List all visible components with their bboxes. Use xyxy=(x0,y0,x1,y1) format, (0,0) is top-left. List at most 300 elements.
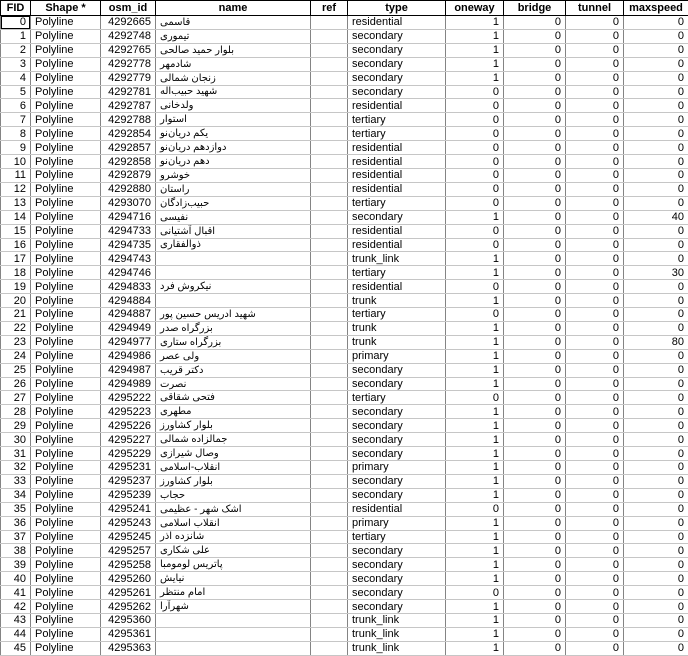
table-row[interactable] xyxy=(1,210,688,224)
cell-tunnel[interactable]: 0 xyxy=(566,516,624,530)
cell-type[interactable]: tertiary xyxy=(348,127,446,141)
cell-shape[interactable]: Polyline xyxy=(31,57,101,71)
cell-bridge[interactable]: 0 xyxy=(504,405,566,419)
table-row[interactable] xyxy=(1,266,688,280)
cell-bridge[interactable]: 0 xyxy=(504,363,566,377)
cell-fid[interactable]: 18 xyxy=(1,266,31,280)
cell-osm_id[interactable]: 4295229 xyxy=(101,447,156,461)
cell-ref[interactable] xyxy=(311,113,348,127)
cell-osm_id[interactable]: 4295258 xyxy=(101,558,156,572)
cell-oneway[interactable]: 1 xyxy=(446,544,504,558)
cell-type[interactable]: residential xyxy=(348,502,446,516)
cell-fid[interactable]: 6 xyxy=(1,99,31,113)
cell-bridge[interactable]: 0 xyxy=(504,502,566,516)
cell-type[interactable]: residential xyxy=(348,280,446,294)
table-row[interactable] xyxy=(1,474,688,488)
cell-tunnel[interactable]: 0 xyxy=(566,252,624,266)
cell-osm_id[interactable]: 4292858 xyxy=(101,155,156,169)
table-row[interactable] xyxy=(1,141,688,155)
cell-bridge[interactable]: 0 xyxy=(504,280,566,294)
cell-osm_id[interactable]: 4294735 xyxy=(101,238,156,252)
cell-oneway[interactable]: 0 xyxy=(446,155,504,169)
cell-type[interactable]: residential xyxy=(348,224,446,238)
cell-name[interactable]: یکم دریان‌نو xyxy=(156,127,311,141)
cell-tunnel[interactable]: 0 xyxy=(566,280,624,294)
cell-tunnel[interactable]: 0 xyxy=(566,113,624,127)
table-row[interactable] xyxy=(1,391,688,405)
cell-tunnel[interactable]: 0 xyxy=(566,321,624,335)
cell-oneway[interactable]: 1 xyxy=(446,377,504,391)
cell-osm_id[interactable]: 4295223 xyxy=(101,405,156,419)
cell-shape[interactable]: Polyline xyxy=(31,433,101,447)
cell-bridge[interactable]: 0 xyxy=(504,627,566,641)
cell-osm_id[interactable]: 4294986 xyxy=(101,349,156,363)
cell-shape[interactable]: Polyline xyxy=(31,210,101,224)
cell-tunnel[interactable]: 0 xyxy=(566,182,624,196)
table-row[interactable] xyxy=(1,294,688,308)
cell-ref[interactable] xyxy=(311,335,348,349)
cell-fid[interactable]: 7 xyxy=(1,113,31,127)
cell-maxspeed[interactable]: 0 xyxy=(624,474,688,488)
table-row[interactable] xyxy=(1,600,688,614)
cell-tunnel[interactable]: 0 xyxy=(566,641,624,655)
cell-name[interactable]: پاتریس لومومبا xyxy=(156,558,311,572)
cell-type[interactable]: secondary xyxy=(348,363,446,377)
cell-ref[interactable] xyxy=(311,447,348,461)
cell-maxspeed[interactable]: 0 xyxy=(624,391,688,405)
cell-osm_id[interactable]: 4294743 xyxy=(101,252,156,266)
cell-oneway[interactable]: 0 xyxy=(446,168,504,182)
cell-tunnel[interactable]: 0 xyxy=(566,447,624,461)
cell-maxspeed[interactable]: 0 xyxy=(624,182,688,196)
cell-maxspeed[interactable]: 0 xyxy=(624,558,688,572)
cell-oneway[interactable]: 1 xyxy=(446,447,504,461)
cell-name[interactable] xyxy=(156,252,311,266)
cell-ref[interactable] xyxy=(311,377,348,391)
cell-name[interactable] xyxy=(156,294,311,308)
cell-ref[interactable] xyxy=(311,544,348,558)
cell-ref[interactable] xyxy=(311,238,348,252)
cell-maxspeed[interactable]: 0 xyxy=(624,349,688,363)
cell-oneway[interactable]: 0 xyxy=(446,391,504,405)
cell-osm_id[interactable]: 4292879 xyxy=(101,168,156,182)
cell-name[interactable]: ولدخانی xyxy=(156,99,311,113)
cell-name[interactable]: علی شکاری xyxy=(156,544,311,558)
cell-ref[interactable] xyxy=(311,558,348,572)
cell-ref[interactable] xyxy=(311,502,348,516)
cell-osm_id[interactable]: 4294989 xyxy=(101,377,156,391)
table-row[interactable] xyxy=(1,155,688,169)
cell-bridge[interactable]: 0 xyxy=(504,182,566,196)
cell-type[interactable]: residential xyxy=(348,168,446,182)
cell-ref[interactable] xyxy=(311,141,348,155)
cell-oneway[interactable]: 1 xyxy=(446,252,504,266)
cell-type[interactable]: primary xyxy=(348,516,446,530)
cell-ref[interactable] xyxy=(311,613,348,627)
cell-type[interactable]: tertiary xyxy=(348,113,446,127)
cell-osm_id[interactable]: 4294949 xyxy=(101,321,156,335)
cell-tunnel[interactable]: 0 xyxy=(566,544,624,558)
cell-name[interactable] xyxy=(156,266,311,280)
cell-name[interactable]: زنجان شمالی xyxy=(156,71,311,85)
cell-tunnel[interactable]: 0 xyxy=(566,99,624,113)
cell-maxspeed[interactable]: 0 xyxy=(624,71,688,85)
cell-bridge[interactable]: 0 xyxy=(504,196,566,210)
cell-oneway[interactable]: 1 xyxy=(446,572,504,586)
cell-bridge[interactable]: 0 xyxy=(504,530,566,544)
cell-name[interactable]: نصرت xyxy=(156,377,311,391)
cell-name[interactable]: ذوالفقاری xyxy=(156,238,311,252)
cell-oneway[interactable]: 1 xyxy=(446,71,504,85)
cell-fid[interactable]: 4 xyxy=(1,71,31,85)
cell-type[interactable]: trunk_link xyxy=(348,627,446,641)
cell-osm_id[interactable]: 4295239 xyxy=(101,488,156,502)
cell-shape[interactable]: Polyline xyxy=(31,419,101,433)
table-row[interactable] xyxy=(1,349,688,363)
cell-bridge[interactable]: 0 xyxy=(504,474,566,488)
cell-fid[interactable]: 24 xyxy=(1,349,31,363)
cell-tunnel[interactable]: 0 xyxy=(566,85,624,99)
cell-shape[interactable]: Polyline xyxy=(31,99,101,113)
column-header-maxspeed[interactable]: maxspeed xyxy=(624,1,688,16)
cell-type[interactable]: secondary xyxy=(348,558,446,572)
table-row[interactable] xyxy=(1,43,688,57)
cell-bridge[interactable]: 0 xyxy=(504,544,566,558)
cell-shape[interactable]: Polyline xyxy=(31,16,101,30)
cell-tunnel[interactable]: 0 xyxy=(566,127,624,141)
cell-fid[interactable]: 25 xyxy=(1,363,31,377)
cell-shape[interactable]: Polyline xyxy=(31,391,101,405)
cell-tunnel[interactable]: 0 xyxy=(566,71,624,85)
cell-name[interactable]: نیکروش فرد xyxy=(156,280,311,294)
cell-name[interactable]: شهرآرا xyxy=(156,600,311,614)
cell-shape[interactable]: Polyline xyxy=(31,294,101,308)
cell-maxspeed[interactable]: 0 xyxy=(624,627,688,641)
cell-osm_id[interactable]: 4292778 xyxy=(101,57,156,71)
cell-oneway[interactable]: 0 xyxy=(446,224,504,238)
cell-name[interactable]: اقبال آشتیانی xyxy=(156,224,311,238)
cell-shape[interactable]: Polyline xyxy=(31,488,101,502)
cell-osm_id[interactable]: 4293070 xyxy=(101,196,156,210)
table-row[interactable] xyxy=(1,238,688,252)
cell-name[interactable]: بلوار کشاورز xyxy=(156,474,311,488)
cell-ref[interactable] xyxy=(311,252,348,266)
cell-bridge[interactable]: 0 xyxy=(504,99,566,113)
cell-name[interactable]: شانزده آذر xyxy=(156,530,311,544)
cell-bridge[interactable]: 0 xyxy=(504,419,566,433)
table-row[interactable] xyxy=(1,572,688,586)
cell-tunnel[interactable]: 0 xyxy=(566,627,624,641)
cell-maxspeed[interactable]: 0 xyxy=(624,600,688,614)
cell-fid[interactable]: 34 xyxy=(1,488,31,502)
cell-tunnel[interactable]: 0 xyxy=(566,238,624,252)
cell-type[interactable]: trunk_link xyxy=(348,252,446,266)
cell-type[interactable]: secondary xyxy=(348,586,446,600)
cell-maxspeed[interactable]: 0 xyxy=(624,502,688,516)
cell-tunnel[interactable]: 0 xyxy=(566,586,624,600)
cell-oneway[interactable]: 0 xyxy=(446,280,504,294)
cell-shape[interactable]: Polyline xyxy=(31,321,101,335)
table-row[interactable] xyxy=(1,419,688,433)
cell-oneway[interactable]: 1 xyxy=(446,349,504,363)
cell-maxspeed[interactable]: 0 xyxy=(624,363,688,377)
cell-type[interactable]: secondary xyxy=(348,544,446,558)
cell-maxspeed[interactable]: 0 xyxy=(624,196,688,210)
cell-fid[interactable]: 27 xyxy=(1,391,31,405)
current-record-indicator[interactable]: 0 xyxy=(1,16,31,30)
cell-oneway[interactable]: 1 xyxy=(446,530,504,544)
cell-osm_id[interactable]: 4292779 xyxy=(101,71,156,85)
cell-bridge[interactable]: 0 xyxy=(504,155,566,169)
cell-bridge[interactable]: 0 xyxy=(504,85,566,99)
cell-shape[interactable]: Polyline xyxy=(31,308,101,322)
cell-osm_id[interactable]: 4295363 xyxy=(101,641,156,655)
cell-oneway[interactable]: 1 xyxy=(446,627,504,641)
cell-type[interactable]: tertiary xyxy=(348,308,446,322)
table-row[interactable] xyxy=(1,196,688,210)
cell-ref[interactable] xyxy=(311,461,348,475)
cell-osm_id[interactable]: 4295231 xyxy=(101,461,156,475)
cell-bridge[interactable]: 0 xyxy=(504,294,566,308)
cell-fid[interactable]: 36 xyxy=(1,516,31,530)
cell-osm_id[interactable]: 4292854 xyxy=(101,127,156,141)
table-row[interactable] xyxy=(1,447,688,461)
cell-tunnel[interactable]: 0 xyxy=(566,294,624,308)
table-row[interactable] xyxy=(1,558,688,572)
cell-tunnel[interactable]: 0 xyxy=(566,210,624,224)
cell-bridge[interactable]: 0 xyxy=(504,335,566,349)
cell-name[interactable]: قاسمی xyxy=(156,16,311,30)
table-row[interactable] xyxy=(1,461,688,475)
cell-type[interactable]: secondary xyxy=(348,85,446,99)
cell-maxspeed[interactable]: 0 xyxy=(624,641,688,655)
cell-fid[interactable]: 45 xyxy=(1,641,31,655)
cell-shape[interactable]: Polyline xyxy=(31,85,101,99)
cell-ref[interactable] xyxy=(311,600,348,614)
cell-bridge[interactable]: 0 xyxy=(504,266,566,280)
cell-name[interactable]: حجاب xyxy=(156,488,311,502)
cell-oneway[interactable]: 1 xyxy=(446,558,504,572)
cell-type[interactable]: secondary xyxy=(348,447,446,461)
cell-ref[interactable] xyxy=(311,321,348,335)
cell-ref[interactable] xyxy=(311,127,348,141)
cell-shape[interactable]: Polyline xyxy=(31,127,101,141)
cell-bridge[interactable]: 0 xyxy=(504,600,566,614)
cell-type[interactable]: trunk xyxy=(348,335,446,349)
cell-fid[interactable]: 38 xyxy=(1,544,31,558)
cell-type[interactable]: trunk_link xyxy=(348,613,446,627)
cell-shape[interactable]: Polyline xyxy=(31,405,101,419)
cell-type[interactable]: tertiary xyxy=(348,530,446,544)
cell-type[interactable]: residential xyxy=(348,182,446,196)
cell-osm_id[interactable]: 4295262 xyxy=(101,600,156,614)
column-header-shape[interactable]: Shape * xyxy=(31,1,101,16)
cell-osm_id[interactable]: 4292857 xyxy=(101,141,156,155)
cell-name[interactable]: خوشرو xyxy=(156,168,311,182)
cell-maxspeed[interactable]: 0 xyxy=(624,530,688,544)
cell-maxspeed[interactable]: 0 xyxy=(624,280,688,294)
cell-maxspeed[interactable]: 30 xyxy=(624,266,688,280)
cell-ref[interactable] xyxy=(311,474,348,488)
cell-ref[interactable] xyxy=(311,266,348,280)
cell-type[interactable]: secondary xyxy=(348,474,446,488)
cell-bridge[interactable]: 0 xyxy=(504,141,566,155)
table-row[interactable] xyxy=(1,57,688,71)
cell-oneway[interactable]: 1 xyxy=(446,433,504,447)
cell-shape[interactable]: Polyline xyxy=(31,113,101,127)
cell-name[interactable]: دوازدهم دریان‌نو xyxy=(156,141,311,155)
cell-shape[interactable]: Polyline xyxy=(31,168,101,182)
cell-oneway[interactable]: 0 xyxy=(446,196,504,210)
cell-ref[interactable] xyxy=(311,294,348,308)
cell-bridge[interactable]: 0 xyxy=(504,57,566,71)
cell-tunnel[interactable]: 0 xyxy=(566,419,624,433)
cell-shape[interactable]: Polyline xyxy=(31,196,101,210)
cell-name[interactable]: فتحی شقاقی xyxy=(156,391,311,405)
cell-type[interactable]: tertiary xyxy=(348,266,446,280)
cell-bridge[interactable]: 0 xyxy=(504,308,566,322)
table-row[interactable] xyxy=(1,71,688,85)
table-row[interactable] xyxy=(1,516,688,530)
table-row[interactable] xyxy=(1,252,688,266)
cell-name[interactable]: نفیسی xyxy=(156,210,311,224)
cell-shape[interactable]: Polyline xyxy=(31,586,101,600)
cell-osm_id[interactable]: 4294746 xyxy=(101,266,156,280)
cell-fid[interactable]: 13 xyxy=(1,196,31,210)
cell-fid[interactable]: 32 xyxy=(1,461,31,475)
table-row[interactable] xyxy=(1,544,688,558)
cell-maxspeed[interactable]: 0 xyxy=(624,419,688,433)
table-row[interactable] xyxy=(1,405,688,419)
cell-type[interactable]: trunk xyxy=(348,321,446,335)
cell-tunnel[interactable]: 0 xyxy=(566,474,624,488)
cell-osm_id[interactable]: 4295226 xyxy=(101,419,156,433)
cell-name[interactable]: شهید حبیب‌اله xyxy=(156,85,311,99)
cell-maxspeed[interactable]: 0 xyxy=(624,168,688,182)
cell-oneway[interactable]: 1 xyxy=(446,321,504,335)
cell-name[interactable]: اشک شهر - عظیمی xyxy=(156,502,311,516)
cell-bridge[interactable]: 0 xyxy=(504,572,566,586)
cell-fid[interactable]: 20 xyxy=(1,294,31,308)
table-row[interactable] xyxy=(1,127,688,141)
cell-ref[interactable] xyxy=(311,433,348,447)
cell-bridge[interactable]: 0 xyxy=(504,516,566,530)
cell-ref[interactable] xyxy=(311,182,348,196)
cell-fid[interactable]: 37 xyxy=(1,530,31,544)
table-row[interactable] xyxy=(1,85,688,99)
cell-osm_id[interactable]: 4295237 xyxy=(101,474,156,488)
cell-tunnel[interactable]: 0 xyxy=(566,16,624,30)
cell-bridge[interactable]: 0 xyxy=(504,349,566,363)
cell-fid[interactable]: 28 xyxy=(1,405,31,419)
cell-oneway[interactable]: 1 xyxy=(446,294,504,308)
cell-fid[interactable]: 5 xyxy=(1,85,31,99)
cell-oneway[interactable]: 1 xyxy=(446,419,504,433)
cell-osm_id[interactable]: 4295243 xyxy=(101,516,156,530)
column-header-fid[interactable]: FID xyxy=(1,1,31,16)
cell-shape[interactable]: Polyline xyxy=(31,502,101,516)
cell-maxspeed[interactable]: 0 xyxy=(624,85,688,99)
cell-oneway[interactable]: 1 xyxy=(446,516,504,530)
cell-maxspeed[interactable]: 0 xyxy=(624,141,688,155)
cell-oneway[interactable]: 1 xyxy=(446,461,504,475)
cell-ref[interactable] xyxy=(311,280,348,294)
cell-tunnel[interactable]: 0 xyxy=(566,377,624,391)
cell-ref[interactable] xyxy=(311,488,348,502)
cell-fid[interactable]: 35 xyxy=(1,502,31,516)
table-row[interactable] xyxy=(1,308,688,322)
cell-type[interactable]: trunk xyxy=(348,294,446,308)
cell-tunnel[interactable]: 0 xyxy=(566,433,624,447)
cell-oneway[interactable]: 1 xyxy=(446,474,504,488)
cell-osm_id[interactable]: 4292748 xyxy=(101,29,156,43)
cell-type[interactable]: secondary xyxy=(348,488,446,502)
cell-name[interactable]: بزرگراه صدر xyxy=(156,321,311,335)
cell-name[interactable]: امام منتظر xyxy=(156,586,311,600)
column-header-tunnel[interactable]: tunnel xyxy=(566,1,624,16)
cell-shape[interactable]: Polyline xyxy=(31,349,101,363)
cell-oneway[interactable]: 1 xyxy=(446,210,504,224)
cell-shape[interactable]: Polyline xyxy=(31,29,101,43)
cell-type[interactable]: secondary xyxy=(348,433,446,447)
table-row[interactable] xyxy=(1,29,688,43)
cell-oneway[interactable]: 0 xyxy=(446,238,504,252)
cell-ref[interactable] xyxy=(311,530,348,544)
table-row[interactable] xyxy=(1,363,688,377)
cell-type[interactable]: secondary xyxy=(348,29,446,43)
cell-name[interactable]: حبیب‌زادگان xyxy=(156,196,311,210)
cell-fid[interactable]: 22 xyxy=(1,321,31,335)
cell-tunnel[interactable]: 0 xyxy=(566,168,624,182)
cell-oneway[interactable]: 0 xyxy=(446,99,504,113)
cell-tunnel[interactable]: 0 xyxy=(566,335,624,349)
cell-shape[interactable]: Polyline xyxy=(31,461,101,475)
cell-bridge[interactable]: 0 xyxy=(504,461,566,475)
cell-name[interactable]: نیایش xyxy=(156,572,311,586)
cell-type[interactable]: primary xyxy=(348,349,446,363)
cell-fid[interactable]: 3 xyxy=(1,57,31,71)
cell-osm_id[interactable]: 4294987 xyxy=(101,363,156,377)
cell-tunnel[interactable]: 0 xyxy=(566,405,624,419)
cell-type[interactable]: secondary xyxy=(348,572,446,586)
cell-tunnel[interactable]: 0 xyxy=(566,363,624,377)
cell-osm_id[interactable]: 4295245 xyxy=(101,530,156,544)
cell-maxspeed[interactable]: 0 xyxy=(624,308,688,322)
cell-ref[interactable] xyxy=(311,168,348,182)
cell-fid[interactable]: 15 xyxy=(1,224,31,238)
cell-shape[interactable]: Polyline xyxy=(31,447,101,461)
table-row[interactable] xyxy=(1,335,688,349)
cell-tunnel[interactable]: 0 xyxy=(566,29,624,43)
table-row[interactable] xyxy=(1,530,688,544)
cell-oneway[interactable]: 1 xyxy=(446,16,504,30)
cell-shape[interactable]: Polyline xyxy=(31,474,101,488)
cell-ref[interactable] xyxy=(311,349,348,363)
cell-oneway[interactable]: 0 xyxy=(446,308,504,322)
cell-osm_id[interactable]: 4294884 xyxy=(101,294,156,308)
cell-fid[interactable]: 39 xyxy=(1,558,31,572)
cell-type[interactable]: secondary xyxy=(348,71,446,85)
column-header-oneway[interactable]: oneway xyxy=(446,1,504,16)
cell-ref[interactable] xyxy=(311,627,348,641)
table-row[interactable] xyxy=(1,627,688,641)
cell-maxspeed[interactable]: 0 xyxy=(624,113,688,127)
cell-fid[interactable]: 23 xyxy=(1,335,31,349)
table-row[interactable] xyxy=(1,488,688,502)
cell-shape[interactable]: Polyline xyxy=(31,182,101,196)
cell-name[interactable]: استوار xyxy=(156,113,311,127)
cell-fid[interactable]: 41 xyxy=(1,586,31,600)
